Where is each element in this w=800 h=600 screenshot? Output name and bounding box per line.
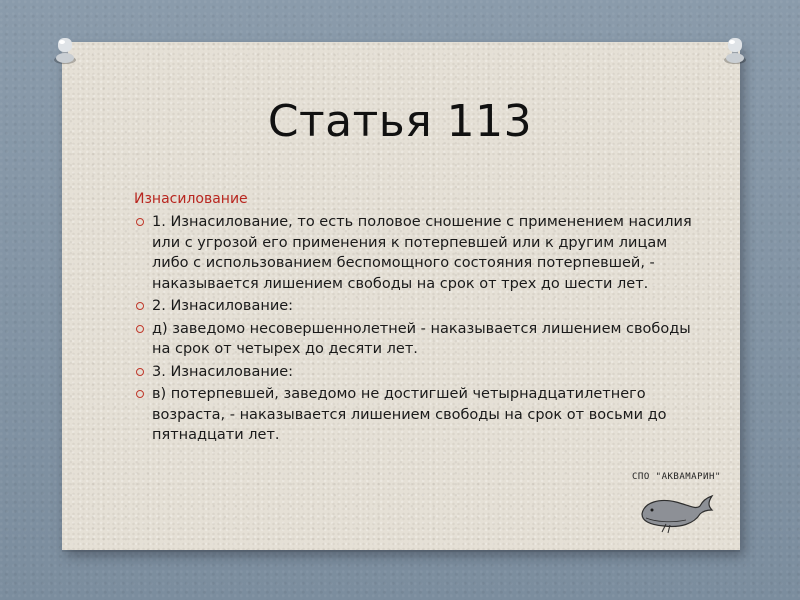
list-item xyxy=(136,319,696,360)
list-item-text: 2. Изнасилование: xyxy=(152,298,294,314)
list-item xyxy=(136,212,696,294)
whale-icon xyxy=(636,488,716,536)
bullet-icon xyxy=(136,218,144,226)
bullet-icon xyxy=(136,368,144,376)
list-item xyxy=(136,296,696,317)
list-item-text: д) заведомо несовершеннолетней - наказывается лишением свободы на срок от четырех до десяти лет. xyxy=(152,320,691,357)
list-item xyxy=(136,362,696,383)
list-item-text: в) потерпевшей, заведомо не достигшей четырнадцатилетнего возраста, - наказывается лишением свободы на срок от восьми до пятнадцати лет. xyxy=(152,386,667,443)
pushpin-icon xyxy=(720,34,750,66)
list-item-text: 3. Изнасилование: xyxy=(152,363,294,380)
list-item-text: 1. Изнасилование, то есть половое сношение с применением насилия или с угрозой его применения к потерпевшей или к другим лицам либо с использованием беспомощного состояния потерпевшей, - наказывается лишением свободы на срок от трех до шести лет. xyxy=(152,214,692,292)
watermark-label: СПО "АКВАМАРИН" xyxy=(632,472,721,482)
pushpin-icon xyxy=(50,34,80,66)
bullet-icon xyxy=(136,302,144,310)
section-title: Изнасилование xyxy=(134,191,248,207)
list-item xyxy=(136,384,696,446)
bullet-icon xyxy=(136,325,144,333)
article-list xyxy=(136,212,696,448)
bullet-icon xyxy=(136,390,144,398)
slide-title: Статья 113 xyxy=(267,96,533,147)
